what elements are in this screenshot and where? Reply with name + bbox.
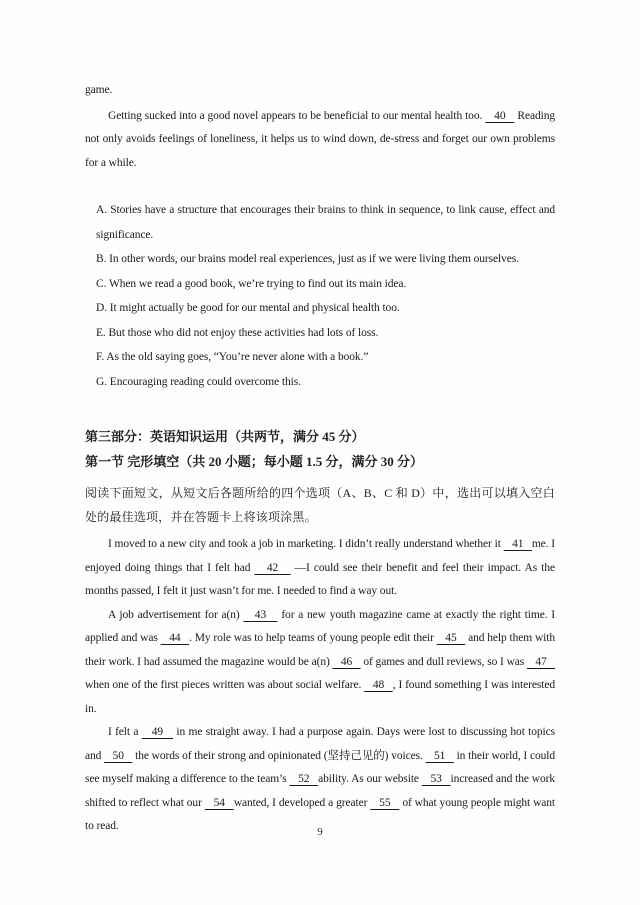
option-item-e: [96, 321, 555, 346]
blank-52: 52: [289, 773, 319, 785]
reading-tail-paragraph: game.: [85, 84, 113, 96]
blank-50: 50: [104, 749, 133, 762]
blank-55: 55: [370, 796, 400, 809]
cloze-instructions: 阅读下面短文，从短文后各题所给的四个选项（A、B、C 和 D）中，选出可以填入空白处的最佳选项，并在答题卡上将该项涂黑。: [85, 486, 555, 524]
blank-49: 49: [141, 726, 174, 738]
blank-54: 54: [204, 796, 234, 809]
blank-42: 42: [254, 561, 291, 574]
option-item-g: [96, 370, 555, 395]
section1-heading: 第一节 完形填空（共 20 小题；每小题 1.5 分，满分 30 分）: [85, 453, 424, 469]
reading-options-list: [96, 198, 555, 394]
option-label: B.: [96, 253, 107, 265]
blank-45: 45: [436, 632, 466, 644]
blank-41: 41: [503, 538, 532, 550]
blank-44: 44: [160, 632, 190, 644]
option-label: E.: [96, 326, 106, 339]
option-text: When we read a good book, we’re trying to find out its main idea.: [108, 277, 407, 290]
cloze-paragraph-2: A job advertisement for a(n) 43 for a new youth magazine came at exactly the right time. I applied and was 44 . My role was to help teams of young people edit their 45 and help them with their work. I had assumed the magazine would be a(n) 46 of games and dull reviews, so I was 47 when one of the first pieces written was about social welfare. 48 , I found something I was interested in.: [85, 608, 556, 715]
page-content: [85, 0, 555, 839]
option-text: Encouraging reading could overcome this.: [109, 375, 301, 388]
option-item-f: [96, 345, 555, 370]
blank-48: 48: [364, 679, 393, 691]
reading-paragraph-blank-40: Getting sucked into a good novel appears to be beneficial to our mental health too. 40 Reading not only avoids feelings of loneliness, it helps us to wind down, de-stress and forget our own problems for a while.: [85, 109, 556, 169]
option-item-a: [96, 198, 555, 247]
cloze-paragraph-3: I felt a 49 in me straight away. I had a purpose again. Days were lost to discussing hot topics and 50 the words of their strong and opinionated (坚持己见的) voices. 51 in their world, I could see myself making a difference to the team’s 52 ability. As our website 53 increased and the work shifted to reflect what our 54 wanted, I developed a greater 55 of what young people might want to read.: [85, 726, 556, 832]
option-item-c: [96, 272, 555, 297]
option-label: G.: [96, 375, 107, 388]
part3-heading: 第三部分：英语知识运用（共两节，满分 45 分）: [85, 429, 365, 444]
option-text: It might actually be good for our mental and physical health too.: [109, 302, 400, 314]
page-number: 9: [317, 826, 323, 838]
option-item-d: [96, 296, 555, 321]
option-text: Stories have a structure that encourages their brains to think in sequence, to link cause, effect and significance.: [96, 204, 555, 241]
option-label: D.: [96, 302, 107, 314]
option-label: A.: [96, 204, 107, 216]
blank-40: 40: [485, 109, 515, 122]
option-label: F.: [96, 351, 105, 363]
option-text: In other words, our brains model real experiences, just as if we were living them ourselves.: [109, 253, 519, 265]
option-text: As the old saying goes, “You’re never alone with a book.”: [106, 351, 369, 363]
option-item-b: [96, 247, 555, 272]
blank-51: 51: [425, 749, 454, 762]
cloze-paragraph-1: I moved to a new city and took a job in marketing. I didn’t really understand whether it 41 me. I enjoyed doing things that I felt had 42 —I could see their benefit and feel their impact. As the months passed, I felt it just wasn’t for me. I needed to find a way out.: [85, 538, 555, 597]
option-label: C.: [96, 277, 107, 290]
option-text: But those who did not enjoy these activities had lots of loss.: [108, 326, 379, 339]
blank-53: 53: [421, 773, 451, 785]
blank-43: 43: [243, 608, 278, 621]
blank-46: 46: [332, 655, 361, 668]
blank-47: 47: [526, 655, 556, 668]
